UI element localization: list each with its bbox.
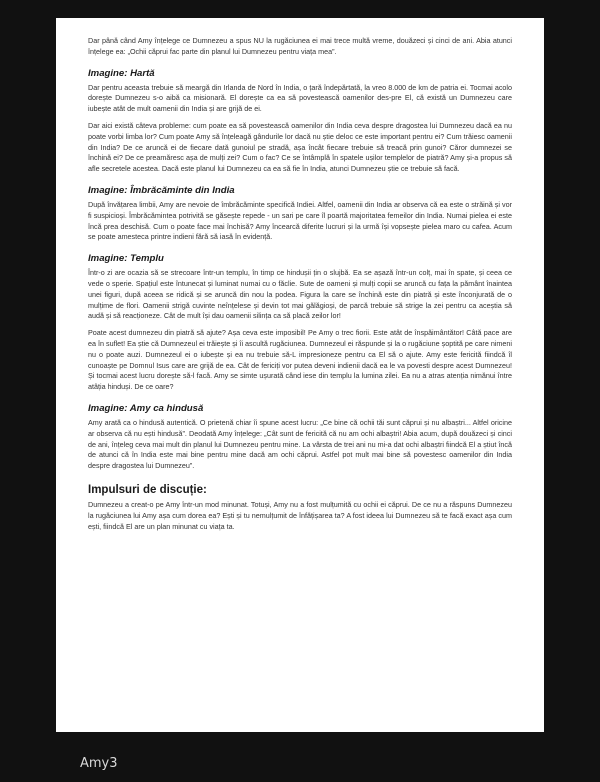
section-heading: Imagine: Hartă [88,67,155,79]
section-heading: Imagine: Amy ca hindusă [88,402,204,414]
section-paragraph: Amy arată ca o hindusă autentică. O prietenă chiar îi spune acest lucru: „Ce bine că ochii tăi sunt căprui și nu albaștri... Altfel oricine ar observa că nu ești hindusă”. Deodată Amy înțelege: „Cât sunt de fericită că nu am ochi albaștri! Abia acum, după douăzeci și cinci de ani, înțeleg ceva mai mult din planul lui Dumnezeu pentru mine. La vârsta de trei ani nu mi-a dat ochi albaștri fiindcă El a știut încă de atunci că în India este mai bine pentru mine dacă am ochi căprui. Astfel pot mult mai bine să povestesc oamenilor din India despre dragostea lui Dumnezeu”. [88,417,512,471]
section-heading: Imagine: Templu [88,253,164,265]
section-paragraph: Dar pentru aceasta trebuie să meargă din Irlanda de Nord în India, o țară îndepărtată, la vreo 8.000 de km de patria ei. Tocmai acolo dorește Dumnezeu s-o aibă ca misionară. El dorește ca ea să povestească oamenilor des-pre El, că există un Dumnezeu care iubește atât de mult oamenii din India și are grijă de ei. [88,82,512,114]
section-amy-hindusa [88,403,512,472]
section-paragraph: După învățarea limbii, Amy are nevoie de îmbrăcăminte specifică Indiei. Altfel, oamenii din India ar observa că ea este o străină și vor fi suspicioși. Îmbrăcămintea potrivită se găsește repede - un sari pe care îl poartă majoritatea femeilor din India. Numai pielea ei este încă prea deschisă. Cum o poate face mai închisă? Amy încearcă diferite lucruri și la urmă își vopsește pielea maro cu cafea. Acum se poate amesteca printre indieni fără să iasă în evidență. [88,199,512,242]
section-harta [88,68,512,175]
section-paragraph: Într-o zi are ocazia să se strecoare într-un templu, în timp ce hindușii țin o slujbă. Ea se așază într-un colț, mai în spate, și ceea ce vede o sperie. Spațiul este întunecat și luminat numai cu o făclie. Sute de oameni și mulți copii se aruncă cu fața la pământ înaintea unei figuri, după aceea se ridică și se aruncă din nou la podea. Figura la care se închină este din piatră și este înconjurată de o mulțime de flori. Oamenii strigă cuvinte neînțelese și devin tot mai gălăgioși, de parcă trebuie să strige la zei pentru ca aceștia să audă și să reacționeze. Cât de mult își dau oamenii silința ca să placă zeilor lor! [88,268,512,321]
image-caption: Amy3 [80,756,118,771]
section-discussion [88,484,512,532]
section-paragraph: Dar aici există câteva probleme: cum poate ea să povestească oamenilor din India ceva despre dragostea lui Dumnezeu dacă ea nu poate vorbi limba lor? Cum poate Amy să înțeleagă gândurile lor dacă nu știe deloc ce este important pentru ei? Cum trăiesc oamenii din India? De ce aruncă ei de fiecare dată gunoiul pe stradă, așa încât fiecare trebuie să treacă prin gunoi? Căror dumnezei se închină ei? De ce preamăresc așa de mulți zei? Cum o fac? Ce se întâmplă în spatele ușilor templelor de piatră? Amy și-a propus să afle secretele acestea. Dacă este planul lui Dumnezeu ca ea să fie în India, atunci Dumnezeu știe ce trebuie să facă. [88,120,512,174]
section-paragraph: Poate acest dumnezeu din piatră să ajute? Așa ceva este imposibil! Pe Amy o trec fiorii. Este atât de înspăimântător! Câtă pace are ea în suflet! Ea știe că Dumnezeul ei trăiește și îi ascultă rugăciunea. Dumnezeul ei răspunde și la o rugăciune șoptită pe care nimeni nu o poate auzi. Dumnezeul ei o iubește și ea nu trebuie să-L impresioneze pentru ca El să o ajute. Amy este fericită fiindcă îl cunoaște pe Domnul Isus care are grijă de ea. Cât de fericiți vor putea deveni indienii dacă ea le va povesti despre acest Dumnezeu! Și tocmai acest lucru dorește să-l facă. Amy se simte ușurată când iese din templu la lumina zilei. Ea nu a atras atenția nimănui între atâția hinduși. De ce oare? [88,328,512,392]
intro-paragraph: Dar până când Amy înțelege ce Dumnezeu a spus NU la rugăciunea ei mai trece multă vreme, douăzeci și cinci de ani. Abia atunci înțelege ea: „Ochii căprui fac parte din planul lui Dumnezeu pentru viața mea”. [88,36,512,56]
discussion-paragraph: Dumnezeu a creat-o pe Amy într-un mod minunat. Totuși, Amy nu a fost mulțumită cu ochii ei căprui. De ce nu a răspuns Dumnezeu la rugăciunea lui Amy așa cum dorea ea? Ești și tu nemulțumit de înfățișarea ta? A fost ideea lui Dumnezeu să te facă exact așa cum ești, fiindcă El are un plan minunat cu viața ta. [88,499,512,531]
discussion-heading: Impulsuri de discuție: [88,483,207,496]
section-templu [88,253,512,393]
section-heading: Imagine: Îmbrăcăminte din India [88,184,235,196]
section-imbracaminte [88,185,512,243]
document-page [56,18,544,732]
